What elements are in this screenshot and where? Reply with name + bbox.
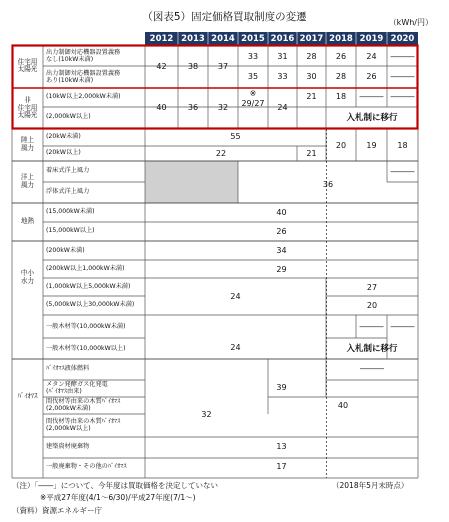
cell-value: ――― (390, 72, 415, 81)
category-label: 住宅用 太陽光 (17, 57, 38, 74)
cell-value: 18 (397, 141, 408, 150)
cell-value: ――― (359, 92, 384, 101)
row-label: (15,000kW以上) (46, 226, 95, 234)
row-label: メタン発酵ガス化発電 (ﾊﾞｲｵﾏｽ由来) (46, 380, 108, 396)
cell-value: 34 (276, 246, 287, 255)
figure-title: （図表5）固定価格買取制度の変遷 (142, 11, 307, 23)
row-label: 一般木材等(10,000kW未満) (46, 322, 126, 330)
row-label: 一般木材等(10,000kW以上) (46, 344, 126, 352)
cell-value: 40 (156, 103, 167, 112)
footnote: ※平成27年度(4/1～6/30)/平成27年度(7/1～) (40, 493, 196, 502)
cell-value: 31 (277, 52, 288, 61)
cell-value: 28 (335, 72, 347, 81)
cell-value: ――― (359, 322, 384, 331)
cell-value: 入札制に移行 (346, 344, 398, 354)
cell-value: ――― (390, 322, 415, 331)
cell-value: 36 (187, 103, 199, 112)
cell-value: 27 (366, 283, 378, 292)
cell-value: ――― (390, 52, 415, 61)
cell-value: ――― (390, 92, 415, 101)
cell-value: ――― (360, 364, 384, 373)
category-label: 洋上 風力 (20, 173, 35, 189)
category-label: 中小 水力 (20, 269, 35, 285)
cell-value: 22 (215, 149, 227, 158)
cell-value: 33 (277, 72, 288, 81)
cell-value: 38 (187, 62, 199, 71)
cell-value: 26 (276, 227, 287, 236)
row-label: 出力制御対応機器設置義務 あり(10kW未満) (46, 69, 121, 85)
row-label: (1,000kW以上5,000kW未満) (46, 282, 131, 290)
year-header: 2014 (211, 34, 235, 44)
cell-value: 20 (335, 141, 347, 150)
year-header: 2019 (359, 34, 384, 44)
row-label: (15,000kW未満) (46, 207, 95, 215)
cell-value: 26 (366, 72, 377, 81)
row-label: (20kW未満) (46, 132, 81, 140)
cell-value: 29 (276, 265, 287, 274)
category-label: ﾊﾞｲｵﾏｽ (17, 391, 38, 400)
footnote-date: （2018年5月末時点） (332, 481, 409, 490)
cell-value: 33 (247, 52, 259, 61)
row-label: (200kW以上1,000kW未満) (46, 264, 125, 272)
cell-value: 20 (366, 301, 378, 310)
cell-value: 32 (201, 410, 212, 419)
cell-value: 55 (230, 132, 241, 141)
unit-label: （kWh/円） (388, 18, 433, 27)
row-label: (20kW以上) (46, 148, 81, 156)
row-label: 建築資材廃棄物 (46, 442, 90, 450)
cell-value: 13 (276, 442, 287, 451)
row-label: (2,000kW以上) (46, 112, 91, 120)
cell-value: 21 (306, 149, 317, 158)
cell-value: 19 (366, 141, 377, 150)
cell-value: 39 (276, 383, 287, 392)
cell-value: 30 (306, 72, 317, 81)
category-label: 陸上 風力 (20, 136, 35, 152)
row-label: 間伐材等由来の木質ﾊﾞｲｵﾏｽ (2,000kW以上) (46, 417, 121, 433)
cell-value: 42 (156, 62, 167, 71)
category-label: 地熱 (20, 217, 35, 226)
cell-value: 26 (335, 52, 347, 61)
year-header: 2017 (299, 34, 324, 44)
cell-value: 37 (217, 62, 229, 71)
year-header: 2013 (181, 34, 205, 44)
cell-value: 24 (366, 52, 377, 61)
year-header: 2018 (329, 34, 353, 44)
row-label: (10kW以上2,000kW未満) (46, 92, 121, 100)
cell-value: 入札制に移行 (346, 113, 398, 123)
footnote: （注）「――」について、今年度は買取価格を決定していない (12, 481, 218, 490)
not-applicable-block (145, 161, 238, 203)
row-label: 出力制御対応機器設置義務 なし(10kW未満) (46, 48, 121, 64)
year-header: 2020 (390, 34, 415, 44)
cell-value: 35 (247, 72, 259, 81)
cell-value: ※ (249, 89, 257, 98)
cell-value: 36 (322, 180, 334, 189)
row-label: 一般廃棄物・その他のﾊﾞｲｵﾏｽ (46, 462, 127, 470)
row-label: ﾊﾞｲｵﾏｽ液体燃料 (46, 364, 90, 372)
cell-value: 17 (276, 462, 287, 471)
cell-value: 32 (217, 103, 229, 112)
cell-value: ――― (390, 167, 415, 176)
cell-value: 18 (335, 92, 347, 101)
cell-value: 40 (276, 208, 287, 217)
cell-value: 24 (230, 343, 241, 352)
row-label: 間伐材等由来の木質ﾊﾞｲｵﾏｽ (2,000kW未満) (46, 397, 121, 413)
cell-value: 40 (337, 401, 349, 410)
cell-value: 24 (277, 103, 288, 112)
category-label: 非 住宅用 太陽光 (17, 96, 38, 120)
cell-value: 29/27 (241, 99, 265, 108)
cell-value: 28 (306, 52, 317, 61)
year-header: 2015 (241, 34, 265, 44)
source-note: （資料）資源エネルギー庁 (12, 506, 102, 515)
row-label: (200kW未満) (46, 246, 85, 254)
year-header: 2012 (149, 34, 174, 44)
year-header: 2016 (270, 34, 295, 44)
row-label: 浮体式洋上風力 (46, 187, 90, 195)
row-label: 着床式洋上風力 (46, 166, 90, 174)
row-label: (5,000kW以上30,000kW未満) (46, 300, 135, 308)
cell-value: 21 (306, 92, 317, 101)
cell-value: 24 (230, 292, 241, 301)
